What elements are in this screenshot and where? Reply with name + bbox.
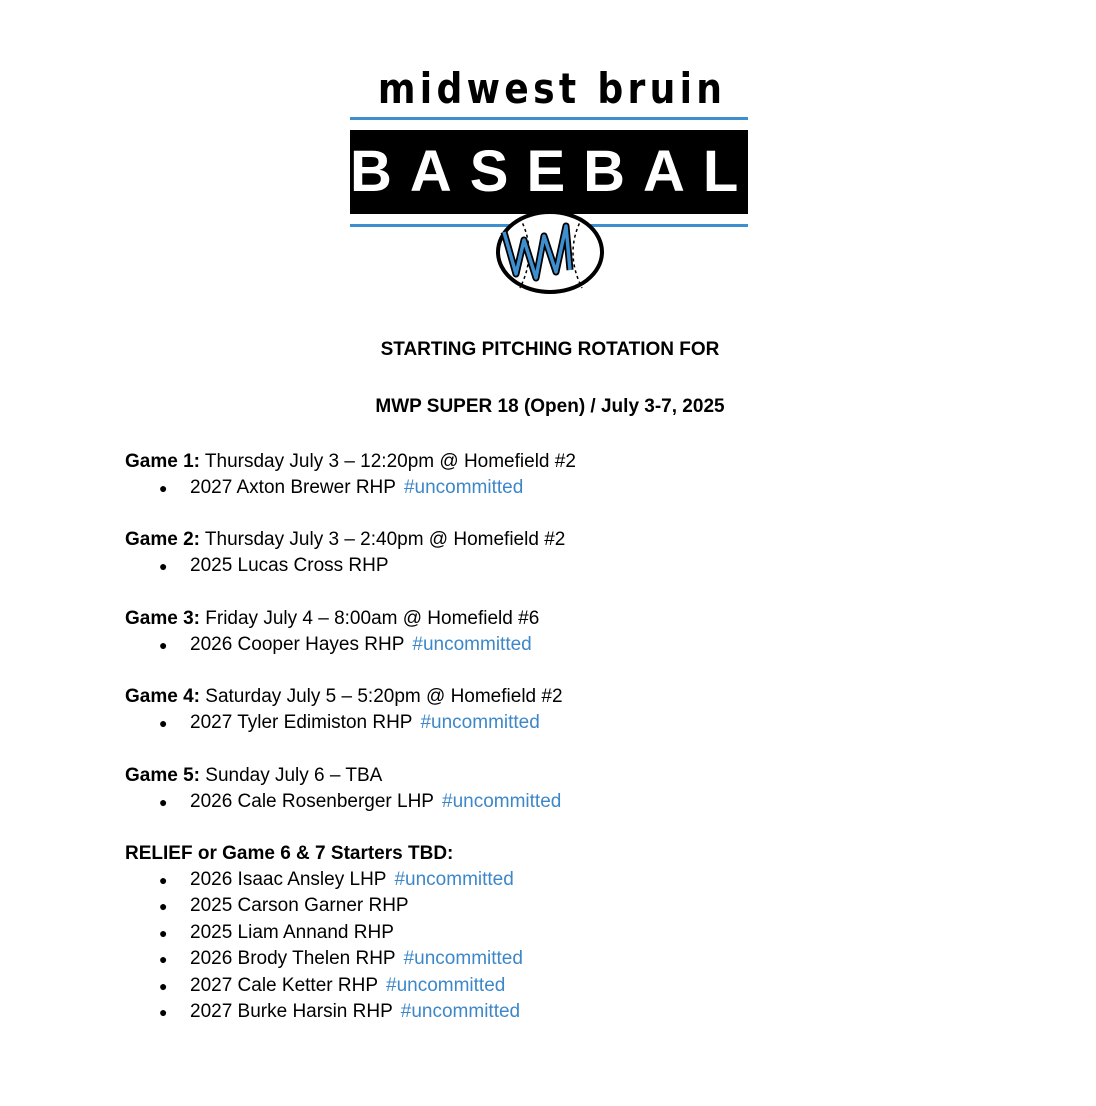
uncommitted-tag[interactable]: #uncommitted: [403, 477, 524, 498]
pitcher-name: 2027 Tyler Edimiston RHP: [190, 712, 413, 734]
game-label: Game 3:: [125, 607, 200, 629]
pitcher-item: [125, 789, 1025, 815]
game-label: Game 5:: [125, 764, 200, 786]
pitcher-item: [125, 475, 1025, 501]
game-label: Game 2:: [125, 529, 200, 551]
game-label: Game 1:: [125, 451, 200, 472]
pitcher-name: 2025 Carson Garner RHP: [190, 895, 409, 917]
pitcher-name: 2025 Lucas Cross RHP: [190, 555, 389, 577]
bullet-icon: ●: [159, 558, 168, 575]
pitcher-item: [125, 632, 1025, 658]
game-label: RELIEF or Game 6 & 7 Starters TBD:: [125, 842, 454, 864]
bullet-icon: ●: [159, 924, 168, 941]
pitcher-item: [125, 867, 1025, 893]
baseball-icon: [490, 200, 606, 300]
pitcher-name: 2027 Cale Ketter RHP: [190, 974, 378, 996]
pitcher-name: 2026 Isaac Ansley LHP: [190, 868, 387, 890]
pitcher-item: [125, 710, 1025, 736]
pitcher-item: [125, 999, 1025, 1025]
pitcher-item: [125, 920, 1025, 946]
rotation-heading: STARTING PITCHING ROTATION FOR: [380, 339, 720, 360]
pitcher-name: 2027 Burke Harsin RHP: [190, 1000, 393, 1022]
game-detail: Thursday July 3 – 2:40pm @ Homefield #2: [204, 529, 566, 551]
uncommitted-tag[interactable]: #uncommitted: [420, 712, 540, 734]
tournament-heading: MWP SUPER 18 (Open) / July 3-7, 2025: [375, 396, 725, 417]
logo-top-rule: [350, 117, 748, 120]
bullet-icon: ●: [159, 898, 168, 915]
uncommitted-tag[interactable]: #uncommitted: [400, 1000, 521, 1022]
bullet-icon: ●: [159, 715, 168, 732]
game-list: [125, 449, 1025, 1051]
game-header: [125, 527, 1025, 553]
bullet-icon: ●: [159, 793, 168, 810]
bullet-icon: ●: [159, 871, 168, 888]
pitcher-item: [125, 946, 1025, 972]
bullet-icon: ●: [159, 480, 168, 496]
game-detail: Thursday July 3 – 12:20pm @ Homefield #2: [204, 451, 576, 472]
midwest-bruin-logo: [348, 62, 810, 302]
game-detail: Sunday July 6 – TBA: [205, 764, 383, 786]
game-header: [125, 606, 1025, 632]
uncommitted-tag[interactable]: #uncommitted: [386, 974, 506, 996]
game-detail: Saturday July 5 – 5:20pm @ Homefield #2: [205, 686, 563, 708]
pitcher-item: [125, 553, 1025, 579]
game-header: [125, 449, 1025, 475]
game-detail: Friday July 4 – 8:00am @ Homefield #6: [205, 607, 540, 629]
pitcher-name: 2026 Cooper Hayes RHP: [190, 633, 405, 655]
pitcher-name: 2027 Axton Brewer RHP: [190, 477, 396, 498]
game-section: [125, 763, 1025, 815]
pitcher-item: [125, 973, 1025, 999]
game-section: [125, 449, 1025, 501]
pitcher-name: 2026 Cale Rosenberger LHP: [190, 790, 434, 812]
uncommitted-tag[interactable]: #uncommitted: [442, 790, 562, 812]
bullet-icon: ●: [159, 1003, 168, 1020]
game-header: [125, 684, 1025, 710]
game-section: [125, 684, 1025, 736]
uncommitted-tag[interactable]: #uncommitted: [394, 868, 514, 890]
game-section: [125, 841, 1025, 1025]
logo-wordmark: midwest bruin: [377, 64, 727, 113]
bullet-icon: ●: [159, 977, 168, 994]
pitcher-item: [125, 893, 1025, 919]
pitcher-name: 2026 Brody Thelen RHP: [190, 948, 396, 970]
game-header: [125, 763, 1025, 789]
uncommitted-tag[interactable]: #uncommitted: [403, 948, 523, 970]
game-label: Game 4:: [125, 686, 200, 708]
uncommitted-tag[interactable]: #uncommitted: [412, 633, 532, 655]
pitcher-name: 2025 Liam Annand RHP: [190, 921, 394, 943]
bullet-icon: ●: [159, 636, 168, 653]
bullet-icon: ●: [159, 951, 168, 968]
game-header: [125, 841, 1025, 867]
game-section: [125, 527, 1025, 579]
game-section: [125, 606, 1025, 658]
logo-banner: BASEBALL: [350, 130, 748, 214]
